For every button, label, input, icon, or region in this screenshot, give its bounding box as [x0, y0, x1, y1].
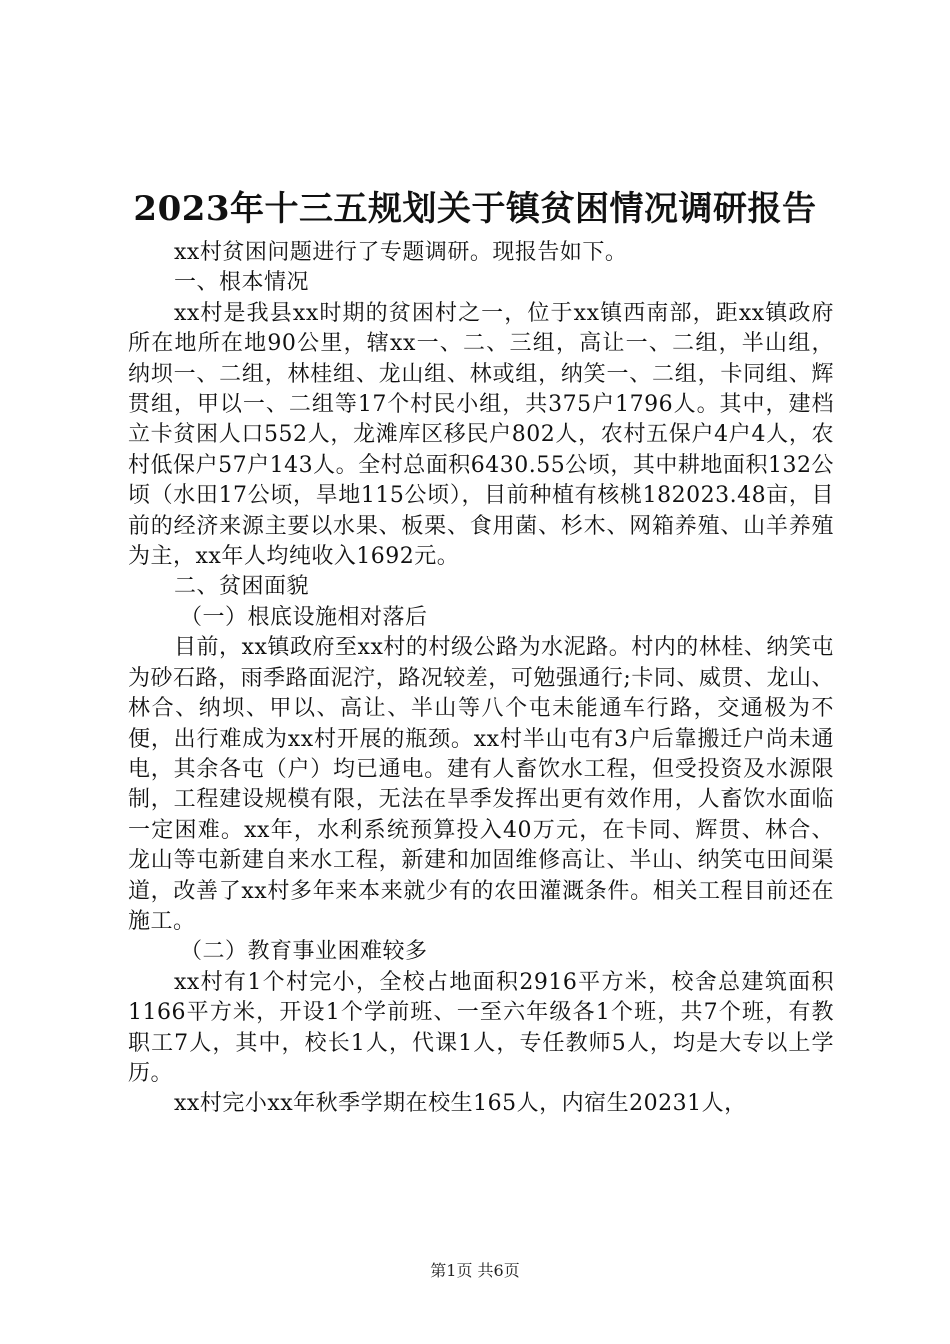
section-heading-poverty: 二、贫困面貌	[174, 574, 310, 600]
paragraph-infrastructure: 目前，xx镇政府至xx村的村级公路为水泥路。村内的林桂、纳笑屯为砂石路，雨季路面泥泞，路况较差，可勉强通行;卡同、威贯、龙山、林合、纳坝、甲以、高让、半山等八个屯未能通车行路，交通极为不便，出行难成为xx村开展的瓶颈。xx村半山屯有3户后靠搬迁户尚未通电，其余各屯（户）均已通电。建有人畜饮水工程，但受投资及水源限制，工程建设规模有限，无法在旱季发挥出更有效作用，人畜饮水面临一定困难。xx年，水利系统预算投入40万元，在卡同、辉贯、林合、龙山等屯新建自来水工程，新建和加固维修高让、半山、纳笑屯田间渠道，改善了xx村多年来本来就少有的农田灌溉条件。相关工程目前还在施工。	[128, 635, 834, 934]
subsection-heading-infrastructure: （一）根底设施相对落后	[180, 604, 428, 630]
paragraph-school: xx村有1个村完小，全校占地面积2916平方米，校舍总建筑面积1166平方米，开设1个学前班、一至六年级各1个班，共7个班，有教职工7人，其中，校长1人，代课1人，专任教师5人，均是大专以上学历。	[128, 969, 834, 1086]
subsection-heading-education: （二）教育事业困难较多	[180, 939, 428, 965]
section-heading-basic: 一、根本情况	[174, 270, 310, 296]
paragraph-students: xx村完小xx年秋季学期在校生165人，内宿生20231人，	[174, 1091, 747, 1117]
document-body	[128, 238, 834, 1120]
page-number-footer: 第1页 共6页	[430, 1261, 520, 1280]
paragraph-basic-situation: xx村是我县xx时期的贫困村之一，位于xx镇西南部，距xx镇政府所在地所在地90公里，辖xx一、二、三组，高让一、二组，半山组，纳坝一、二组，林桂组、龙山组、林或组，纳笑一、二组，卡同组、辉贯组，甲以一、二组等17个村民小组，共375户1796人。其中，建档立卡贫困人口552人，龙滩库区移民户802人，农村五保户4户4人，农村低保户57户143人。全村总面积6430.55公顷，其中耕地面积132公顷（水田17公顷，旱地115公顷），目前种植有核桃182023.48亩，目前的经济来源主要以水果、板栗、食用菌、杉木、网箱养殖、山羊养殖为主，xx年人均纯收入1692元。	[128, 300, 834, 570]
paragraph-intro: xx村贫困问题进行了专题调研。现报告如下。	[174, 240, 628, 265]
page-title: 2023年十三五规划关于镇贫困情况调研报告	[133, 189, 817, 229]
